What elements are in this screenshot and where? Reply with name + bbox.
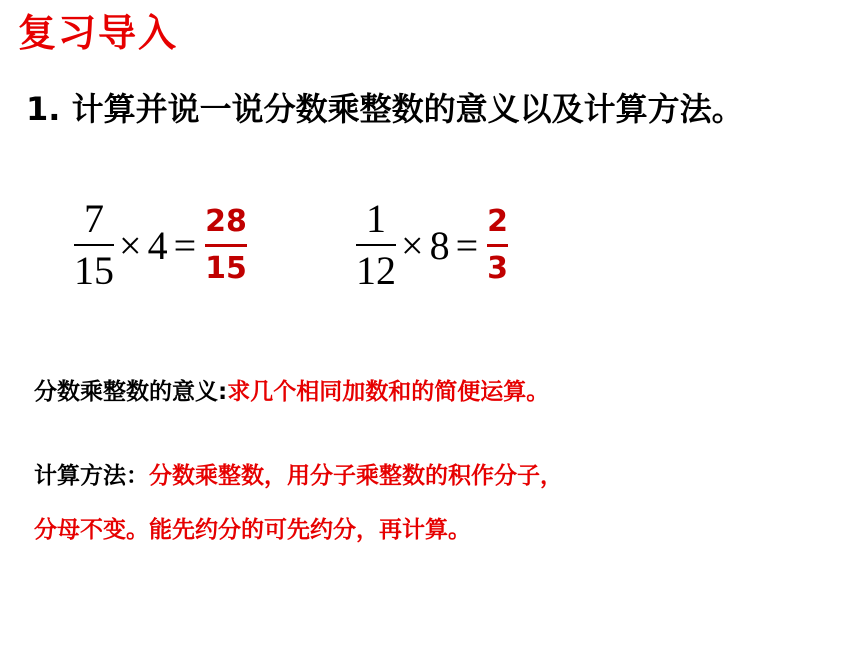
denominator: 15 [74,248,114,293]
equals-sign: = [173,222,197,268]
answer-numerator: 2 [487,203,508,239]
meaning-text: 求几个相同加数和的简便运算。 [227,379,550,405]
question-text: 1. 计算并说一说分数乘整数的意义以及计算方法。 [26,90,744,128]
fraction [356,197,396,293]
method-line-1 [34,457,563,490]
meaning-label: 分数乘整数的意义: [34,379,228,405]
equation-2 [354,190,508,300]
answer-fraction [205,203,247,288]
answer-denominator: 3 [487,250,508,286]
method-text-1: 分数乘整数，用分子乘整数的积作分子， [149,463,563,489]
answer-numerator: 28 [205,203,247,239]
multiplier: 4 [147,222,168,268]
method-line-2: 分母不变。能先约分的可先约分，再计算。 [34,517,471,543]
slide-title: 复习导入 [18,10,179,55]
numerator: 7 [84,196,104,241]
equation-1 [72,190,247,300]
denominator: 12 [356,248,396,293]
multiply-sign: × [401,222,424,268]
answer-fraction-bar [205,244,247,247]
numerator: 1 [366,196,386,241]
equals-sign: = [455,222,479,268]
multiplier: 8 [429,222,450,268]
fraction-bar [356,244,396,246]
meaning-line [34,373,549,406]
answer-denominator: 15 [205,250,247,286]
fraction [74,197,114,293]
answer-fraction [487,203,508,288]
method-label: 计算方法： [34,463,149,489]
multiply-sign: × [119,222,142,268]
answer-fraction-bar [487,244,508,247]
fraction-bar [74,244,114,246]
